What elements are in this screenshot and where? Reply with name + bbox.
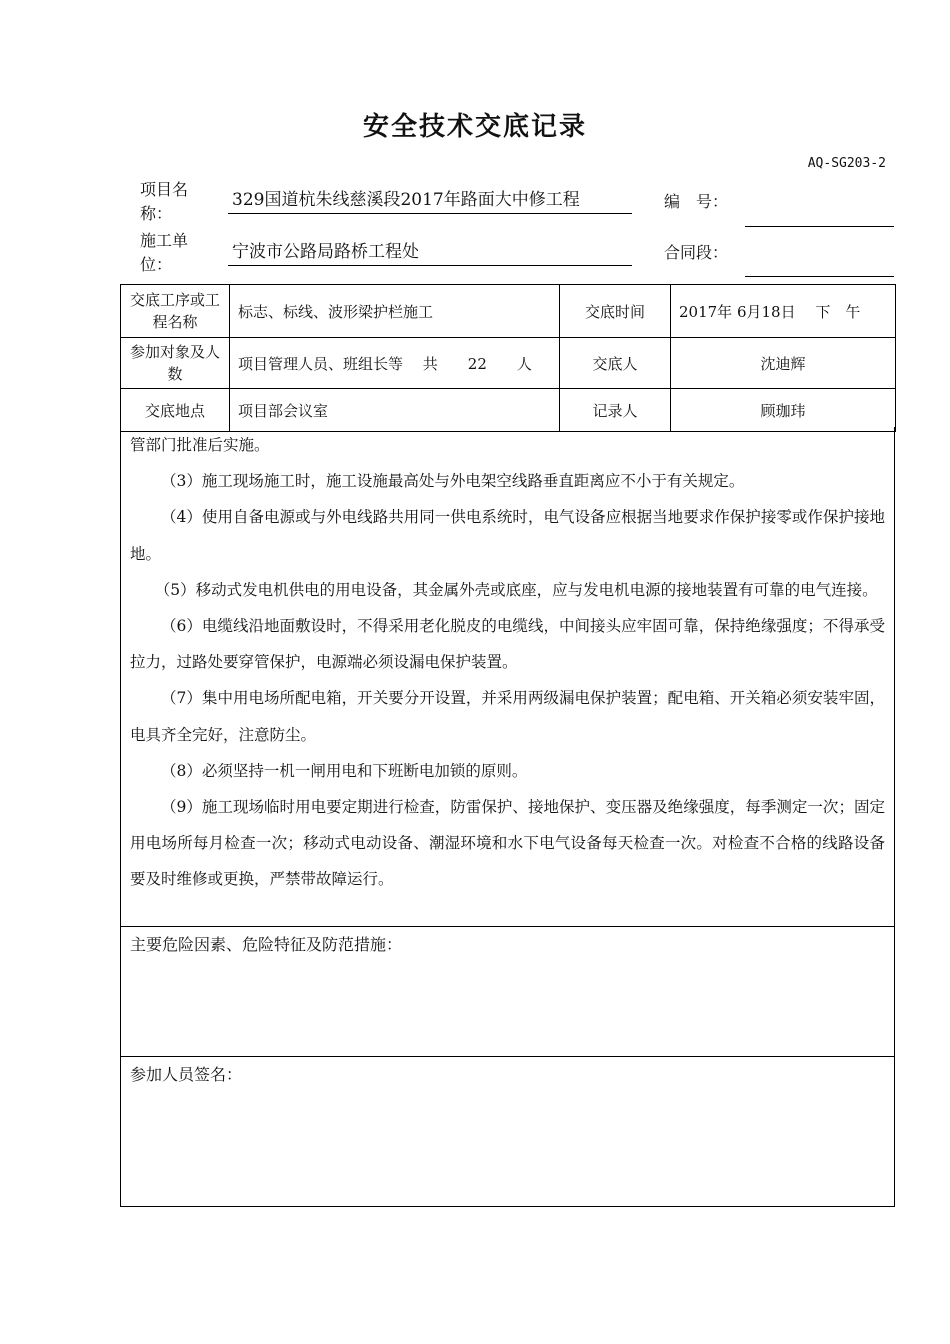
time-label: 交底时间 xyxy=(560,285,671,338)
signature-section xyxy=(120,1057,895,1207)
participants-label: 参加对象及人数 xyxy=(121,338,230,389)
disclosure-content xyxy=(120,427,895,927)
recorder-label: 记录人 xyxy=(560,389,671,432)
form-code: AQ-SG203-2 xyxy=(807,156,886,171)
number-label: 编 号： xyxy=(664,192,729,211)
content-paragraph: （7）集中用电场所配电箱，开关要分开设置，并采用两级漏电保护装置；配电箱、开关箱必须安装牢固，电具齐全完好，注意防尘。 xyxy=(130,689,885,744)
content-paragraph: （4）使用自备电源或与外电线路共用同一供电系统时，电气设备应根据当地要求作保护接零或作保护接地地。 xyxy=(130,508,885,563)
table-row xyxy=(121,389,896,432)
contract-field-line xyxy=(745,276,894,277)
table-row xyxy=(121,338,896,389)
content-paragraph: （6）电缆线沿地面敷设时，不得采用老化脱皮的电缆线，中间接头应牢固可靠，保持绝缘强度；不得承受拉力，过路处要穿管保护，电源端必须设漏电保护装置。 xyxy=(130,617,885,672)
process-label: 交底工序或工程名称 xyxy=(121,285,230,338)
time-value: 2017年 6月18日 下 午 xyxy=(671,285,896,338)
location-label: 交底地点 xyxy=(121,389,230,432)
content-paragraph: （3）施工现场施工时，施工设施最高处与外电架空线路垂直距离应不小于有关规定。 xyxy=(161,472,745,491)
hazards-section xyxy=(120,927,895,1057)
hazards-label: 主要危险因素、危险特征及防范措施： xyxy=(130,935,403,954)
table-row xyxy=(121,285,896,338)
number-field-line xyxy=(745,226,894,227)
project-name-value: 329国道杭朱线慈溪段2017年路面大中修工程 xyxy=(228,188,632,214)
discloser-value: 沈迪辉 xyxy=(671,338,896,389)
location-value: 项目部会议室 xyxy=(230,389,560,432)
content-paragraph: （9）施工现场临时用电要定期进行检查，防雷保护、接地保护、变压器及绝缘强度，每季测定一次；固定用电场所每月检查一次；移动式电动设备、潮湿环境和水下电气设备每天检查一次。对检查不合格的线路设备要及时维修或更换，严禁带故障运行。 xyxy=(130,798,885,889)
content-paragraph: 管部门批准后实施。 xyxy=(130,436,270,454)
page-title: 安全技术交底记录 xyxy=(362,112,587,142)
content-paragraph: （5）移动式发电机供电的用电设备，其金属外壳或底座，应与发电机电源的接地装置有可靠的电气连接。 xyxy=(154,580,878,599)
construction-unit-value: 宁波市公路局路桥工程处 xyxy=(228,240,632,266)
project-name-label: 项目名称： xyxy=(140,180,189,223)
construction-unit-label: 施工单位： xyxy=(140,231,189,274)
recorder-value: 顾珈玮 xyxy=(671,389,896,432)
discloser-label: 交底人 xyxy=(560,338,671,389)
signature-label: 参加人员签名： xyxy=(130,1065,243,1084)
contract-section-label: 合同段： xyxy=(664,243,729,262)
participants-value: 项目管理人员、班组长等 共 22 人 xyxy=(230,338,560,389)
process-value: 标志、标线、波形梁护栏施工 xyxy=(230,285,560,338)
disclosure-info-table xyxy=(120,284,896,432)
content-paragraph: （8）必须坚持一机一闸用电和下班断电加锁的原则。 xyxy=(161,761,528,780)
